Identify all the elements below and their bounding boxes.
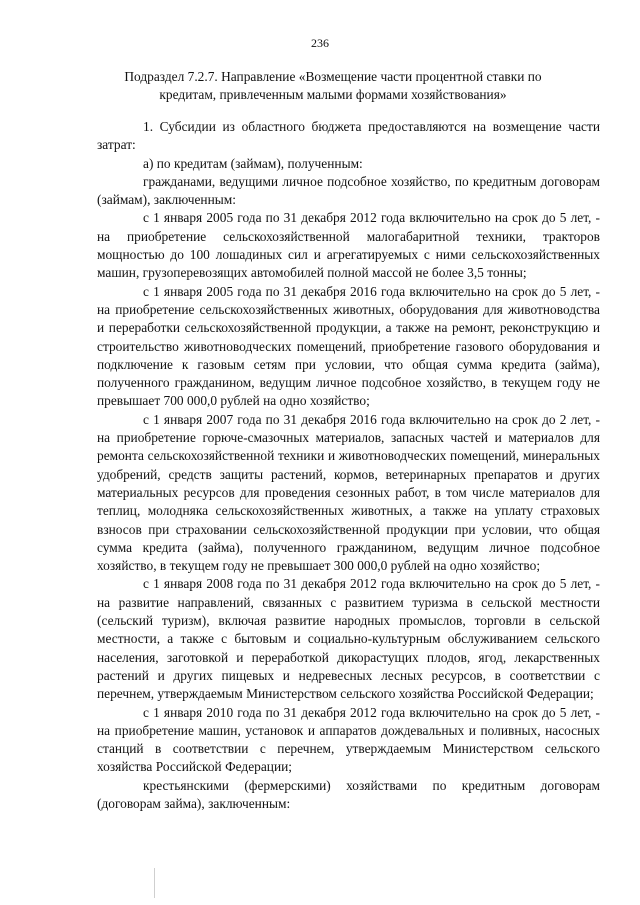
paragraph-2007-2016-materials: с 1 января 2007 года по 31 декабря 2016 года включительно на срок до 2 лет, - на приобретение горюче-смазочных материалов, запасных частей и материалов для ремонта сельскохозяйственной техники и животноводческих помещений, минеральных удобрений, средств защиты растений, кормов, ветеринарных препаратов и других материальных ресурсов для проведения сезонных работ, в том числе материалов для теплиц, молодняка сельскохозяйственных животных, а также на уплату страховых взносов при страховании сельскохозяйственной продукции при условии, что общая сумма кредита (займа), полученного гражданином, ведущим личное подсобное хозяйство, в текущем году не превышает 300 000,0 рублей на одно хозяйство;: [97, 411, 600, 574]
paragraph-subsidies-intro: 1. Субсидии из областного бюджета предоставляются на возмещение части затрат:: [97, 119, 600, 153]
scan-artifact-mark: [154, 868, 155, 898]
section-heading-line-2: кредитам, привлеченным малыми формами хозяйствования»: [159, 87, 507, 102]
paragraph-citizens-households: гражданами, ведущими личное подсобное хозяйство, по кредитным договорам (займам), заключенным:: [97, 173, 600, 208]
page-number: 236: [311, 36, 329, 50]
paragraph-2010-2012-irrigation: с 1 января 2010 года по 31 декабря 2012 года включительно на срок до 5 лет, - на приобретение машин, установок и аппаратов дождевальных и поливных, насосных станций в соответствии с перечнем, утверждаемым Министерством сельского хозяйства Российской Федерации;: [97, 704, 600, 775]
paragraph-item-a: а) по кредитам (займам), полученным:: [143, 155, 363, 171]
section-heading-line-1: Подраздел 7.2.7. Направление «Возмещение части процентной ставки по: [124, 69, 542, 84]
document-body: [97, 118, 600, 813]
paragraph-2005-2012-machinery: с 1 января 2005 года по 31 декабря 2012 года включительно на срок до 5 лет, - на приобретение сельскохозяйственной малогабаритной техники, тракторов мощностью до 100 лошадиных сил и агрегатируемых с ними сельскохозяйственных машин, грузоперевозящих автомобилей полной массой не более 3,5 тонны;: [97, 210, 600, 281]
paragraph-2008-2012-tourism: с 1 января 2008 года по 31 декабря 2012 года включительно на срок до 5 лет, - на развитие направлений, связанных с развитием туризма в сельской местности (сельский туризм), включая развитие народных промыслов, торговли в сельской местности, а также с бытовым и социально-культурным обслуживанием сельского населения, заготовкой и переработкой дикорастущих плодов, ягод, лекарственных растений и других пищевых и недревесных лесных ресурсов, в соответствии с перечнем, утверждаемым Министерством сельского хозяйства Российской Федерации;: [97, 576, 600, 702]
paragraph-2005-2016-livestock: с 1 января 2005 года по 31 декабря 2016 года включительно на срок до 5 лет, - на приобретение сельскохозяйственных животных, оборудования для животноводства и переработки сельскохозяйственной продукции, а также на ремонт, реконструкцию и строительство животноводческих помещений, приобретение газового оборудования и подключение к газовым сетям при условии, что общая сумма кредита (займа), полученного гражданином, ведущим личное подсобное хозяйство, в текущем году не превышает 700 000,0 рублей на одно хозяйство;: [97, 283, 600, 409]
paragraph-farm-households: крестьянскими (фермерскими) хозяйствами по кредитным договорам (договорам займа), заключенным:: [97, 777, 600, 811]
section-heading: [96, 68, 570, 104]
